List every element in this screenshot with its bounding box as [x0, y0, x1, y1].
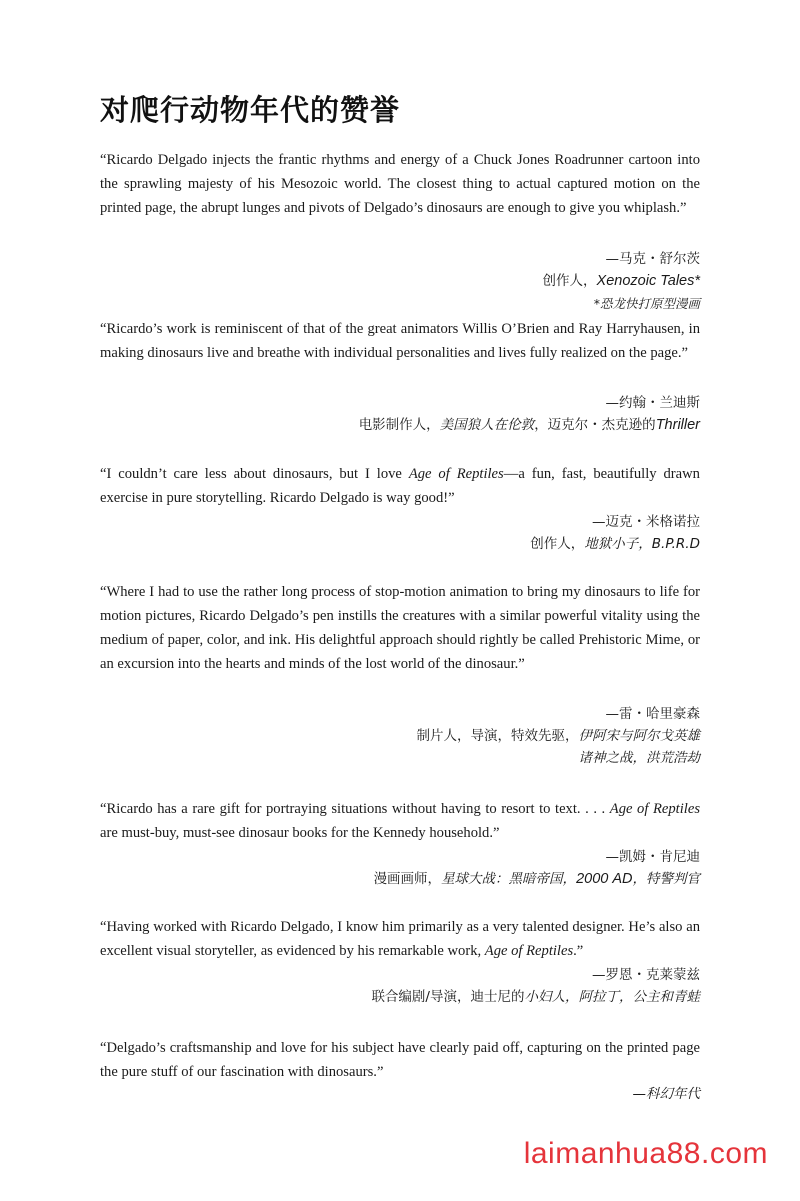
- quote-4-author: —雷・哈里豪森: [605, 706, 700, 722]
- quote-1-author: —马克・舒尔茨: [605, 251, 700, 267]
- quote-3-author: —迈克・米格诺拉: [592, 514, 700, 530]
- quote-3-role: 创作人，: [530, 536, 585, 552]
- quote-3-works: 地狱小子，B.P.R.D: [584, 536, 700, 552]
- quote-3: [100, 462, 700, 510]
- quote-5-text-it: Age of Reptiles: [609, 801, 700, 817]
- quote-5-credit: [374, 868, 700, 890]
- quote-5-text-a: “Ricardo has a rare gift for portraying situations without having to resort to text. . . .: [100, 801, 610, 817]
- quote-7: “Delgado’s craftsmanship and love for his subject have clearly paid off, capturing on the printed page the pure stuff of our fascination with dinosaurs.”: [100, 1040, 700, 1080]
- quote-4-credit: [417, 725, 701, 747]
- quote-6: [100, 915, 700, 963]
- quote-1-note: *恐龙快打原型漫画: [593, 296, 700, 311]
- quote-2-author: —约翰・兰迪斯: [605, 395, 700, 411]
- quote-4-works-line1: 伊阿宋与阿尔戈英雄: [578, 728, 700, 744]
- quote-2-works-a: 美国狼人在伦敦: [439, 417, 535, 433]
- quote-5: [100, 797, 700, 845]
- quote-5-works-a: 星球大战：黑暗帝国，: [441, 871, 577, 887]
- quote-6-text-b: .”: [573, 943, 584, 959]
- quote-1-works: Xenozoic Tales*: [596, 273, 700, 289]
- quote-1-credit: [543, 270, 700, 292]
- quote-5-works-c: ，特警判官: [632, 871, 700, 887]
- quote-4: “Where I had to use the rather long process of stop-motion animation to bring my dinosaurs to life for motion pictures, Ricardo Delgado’s pen instills the creatures with a similar powerful vitality using the medium of paper, color, and ink. His delightful approach should rightly be called Prehistoric Mime, or an excursion into the hearts and minds of the lost world of the dinosaur.”: [100, 584, 700, 672]
- quote-7-author: —科幻年代: [632, 1086, 700, 1102]
- quote-2-role: 电影制作人，: [358, 417, 440, 433]
- watermark: laimanhua88.com: [523, 1137, 768, 1170]
- quote-2-works-b: Thriller: [655, 417, 700, 433]
- quote-2-sep: ，迈克尔・杰克逊的: [534, 417, 656, 433]
- quote-4-role: 制片人，导演，特效先驱，: [416, 728, 579, 744]
- quote-1: “Ricardo Delgado injects the frantic rhythms and energy of a Chuck Jones Roadrunner cartoon into the sprawling majesty of his Mesozoic world. The closest thing to actual captured motion on the printed page, the abrupt lunges and pivots of Delgado’s dinosaurs are enough to give you whiplash.”: [100, 152, 700, 216]
- quote-2-credit: [359, 414, 700, 436]
- quote-2: “Ricardo’s work is reminiscent of that of the great animators Willis O’Brien and Ray Harryhausen, in making dinosaurs live and breathe with individual personalities and lives fully realized on the page.”: [100, 321, 700, 361]
- quote-3-text-a: “I couldn’t care less about dinosaurs, but I love: [100, 466, 409, 482]
- quote-6-works: 小妇人，阿拉丁，公主和青蛙: [524, 989, 700, 1005]
- quote-5-text-b: are must-buy, must-see dinosaur books for the Kennedy household.”: [100, 825, 500, 841]
- quote-5-role: 漫画画师，: [373, 871, 442, 887]
- quote-6-role: 联合编剧/导演，迪士尼的: [371, 989, 525, 1005]
- quote-5-works-b: 2000 AD: [576, 871, 633, 887]
- quote-6-text-a: “Having worked with Ricardo Delgado, I know him primarily as a very talented designer. He’s also an excellent visual storyteller, as evidenced by his remarkable work,: [100, 919, 700, 959]
- page-title: 对爬行动物年代的赞誉: [100, 93, 401, 127]
- quote-3-text-it: Age of Reptiles: [408, 466, 504, 482]
- quote-1-role: 创作人，: [542, 273, 597, 289]
- quote-3-credit: [530, 533, 700, 555]
- quote-4-works-line2: 诸神之战，洪荒浩劫: [578, 750, 700, 766]
- quote-6-text-it: Age of Reptiles: [484, 943, 574, 959]
- quote-3-text-b: —a fun, fast, beautifully drawn exercise in pure storytelling. Ricardo Delgado is way good!”: [100, 466, 700, 506]
- quote-5-author: —凯姆・肯尼迪: [605, 849, 700, 865]
- quote-6-author: —罗恩・克莱蒙兹: [592, 967, 700, 983]
- quote-6-credit: [371, 986, 700, 1008]
